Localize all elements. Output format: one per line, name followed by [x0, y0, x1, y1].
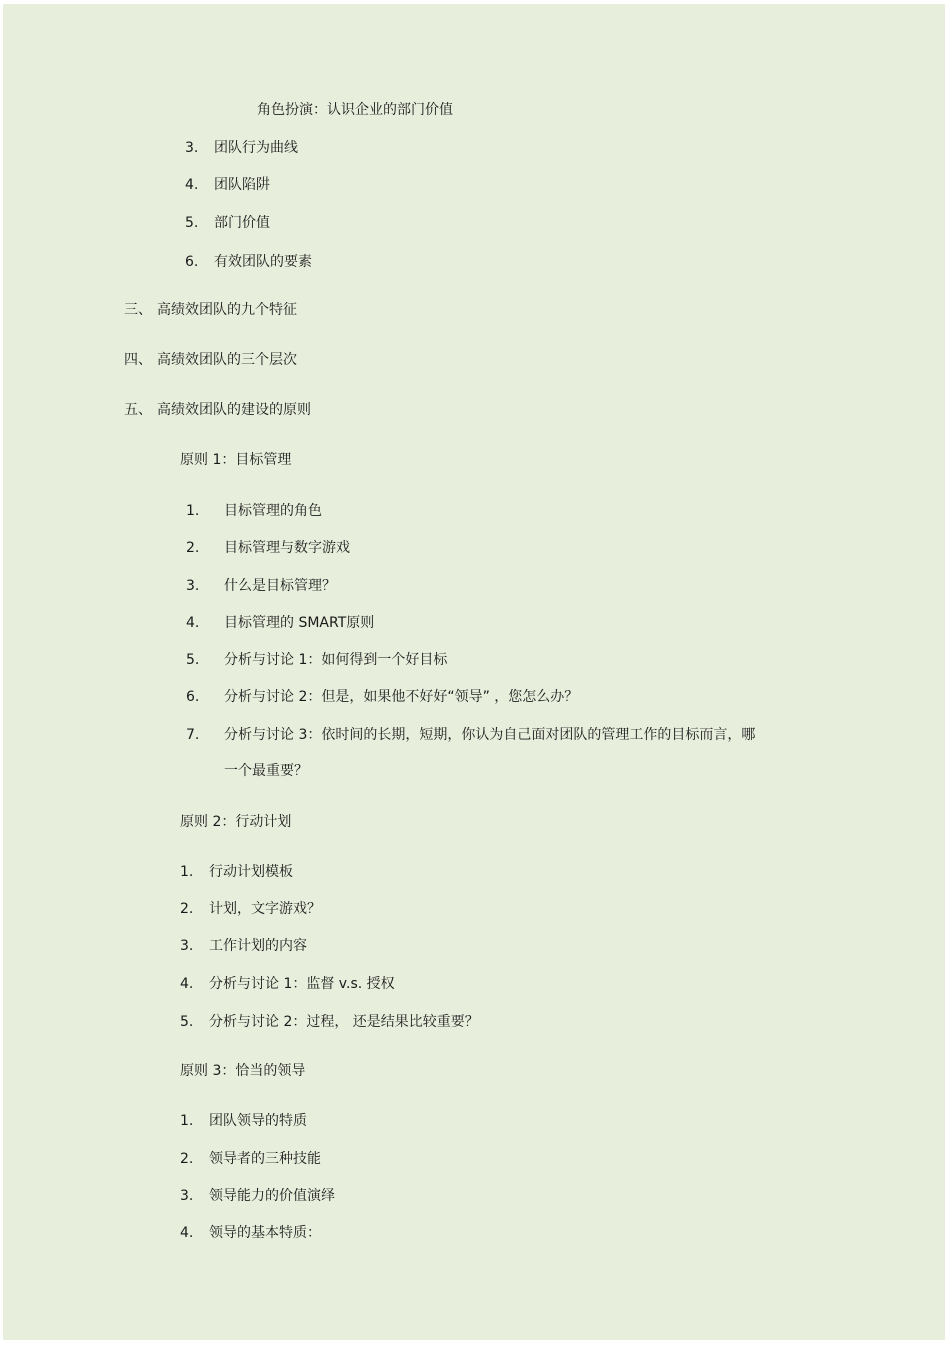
list-item: 分析与讨论 1：如何得到一个好目标	[224, 652, 448, 668]
item-number: 3.	[186, 578, 200, 594]
list-item: 目标管理的 SMART原则	[224, 615, 375, 631]
principle-heading: 原则 1：目标管理	[180, 452, 292, 468]
item-number: 1.	[180, 864, 194, 880]
role-play-heading: 角色扮演：认识企业的部门价值	[257, 102, 453, 118]
section-number: 三、	[124, 302, 152, 318]
list-item: 分析与讨论 2：但是，如果他不好好“领导” ，您怎么办？	[224, 689, 579, 705]
list-item: 工作计划的内容	[209, 938, 307, 954]
list-item: 部门价值	[214, 215, 270, 231]
item-number: 4.	[180, 1225, 194, 1241]
list-item: 目标管理与数字游戏	[224, 540, 350, 556]
list-item: 领导的基本特质：	[209, 1225, 321, 1241]
list-item: 分析与讨论 1：监督 v.s. 授权	[209, 976, 395, 992]
list-item: 分析与讨论 2：过程， 还是结果比较重要？	[209, 1014, 479, 1030]
item-number: 3.	[180, 938, 194, 954]
section-number: 四、	[124, 352, 152, 368]
item-number: 6.	[186, 689, 200, 705]
item-number: 4.	[185, 177, 199, 193]
section-heading: 高绩效团队的九个特征	[157, 302, 297, 318]
item-number: 5.	[186, 652, 200, 668]
list-item: 目标管理的角色	[224, 503, 322, 519]
item-number: 6.	[185, 254, 199, 270]
item-number: 3.	[180, 1188, 194, 1204]
item-number: 2.	[180, 1151, 194, 1167]
item-number: 5.	[180, 1014, 194, 1030]
item-number: 2.	[186, 540, 200, 556]
item-number: 1.	[180, 1113, 194, 1129]
document-page	[3, 4, 945, 1340]
list-item: 分析与讨论 3：依时间的长期，短期，你认为自己面对团队的管理工作的目标而言，哪	[224, 727, 756, 743]
section-number: 五、	[124, 402, 152, 418]
item-number: 4.	[186, 615, 200, 631]
list-item: 有效团队的要素	[214, 254, 312, 270]
item-number: 2.	[180, 901, 194, 917]
item-number: 7.	[186, 727, 200, 743]
list-item: 行动计划模板	[209, 864, 293, 880]
item-number: 3.	[185, 140, 199, 156]
list-item: 计划，文字游戏？	[209, 901, 321, 917]
list-item: 领导能力的价值演绎	[209, 1188, 335, 1204]
item-number: 1.	[186, 503, 200, 519]
list-item: 团队领导的特质	[209, 1113, 307, 1129]
list-item: 团队行为曲线	[214, 140, 298, 156]
list-item: 领导者的三种技能	[209, 1151, 321, 1167]
section-heading: 高绩效团队的三个层次	[157, 352, 297, 368]
principle-heading: 原则 2：行动计划	[180, 814, 292, 830]
list-item: 什么是目标管理？	[224, 578, 336, 594]
list-item-continuation: 一个最重要？	[224, 763, 308, 779]
section-heading: 高绩效团队的建设的原则	[157, 402, 311, 418]
principle-heading: 原则 3：恰当的领导	[180, 1063, 306, 1079]
item-number: 4.	[180, 976, 194, 992]
list-item: 团队陷阱	[214, 177, 270, 193]
item-number: 5.	[185, 215, 199, 231]
